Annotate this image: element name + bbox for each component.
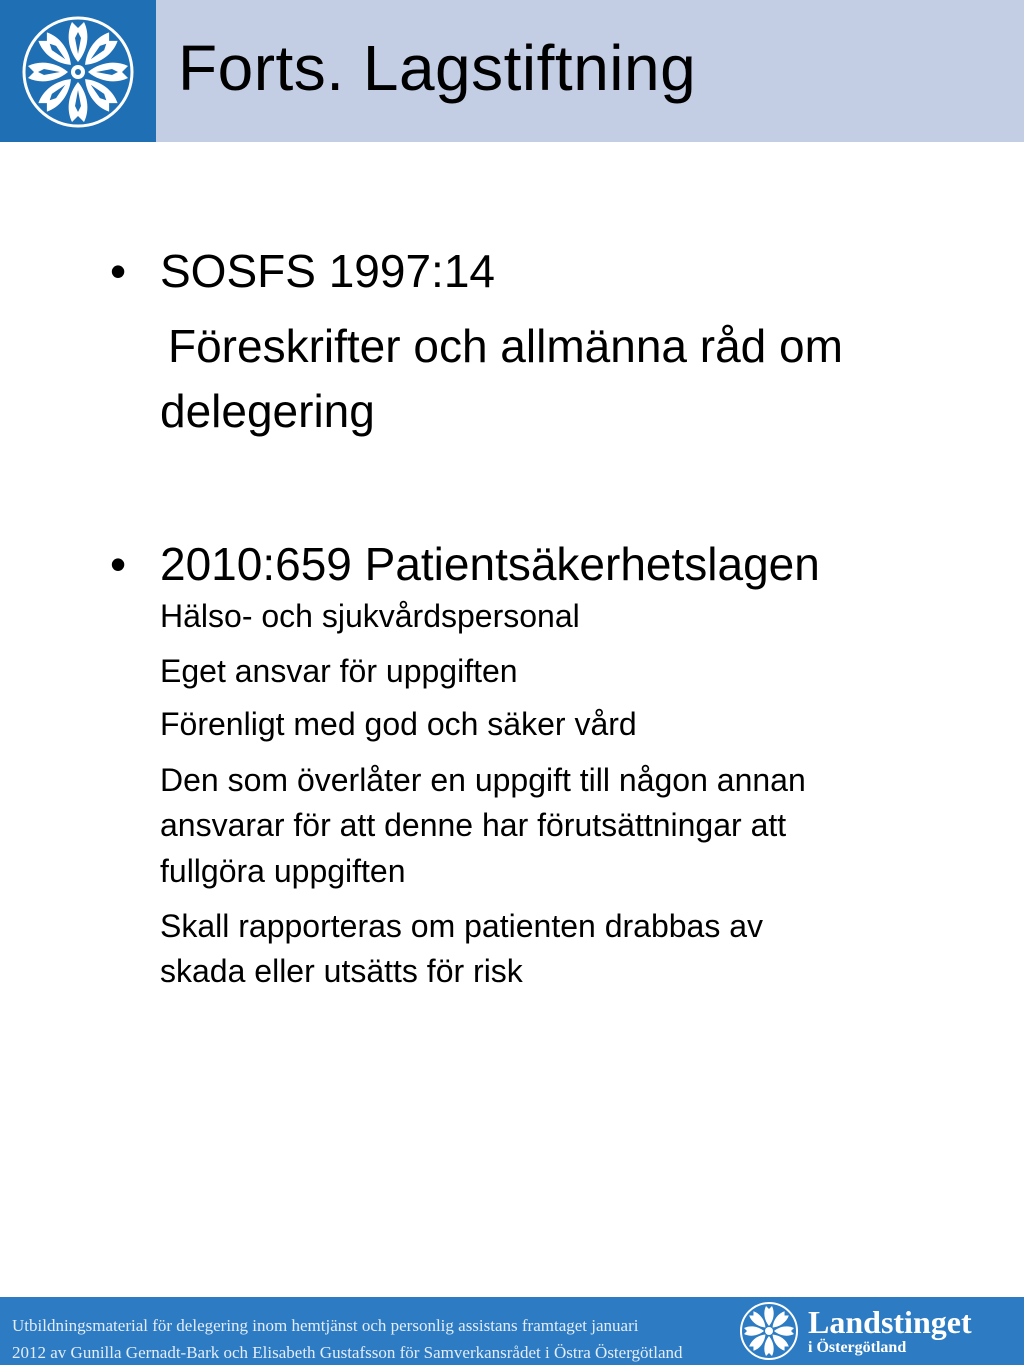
- brand-name: Landstinget: [808, 1304, 972, 1340]
- bullet-heading: 2010:659 Patientsäkerhetslagen: [160, 538, 820, 590]
- bullet-marker: •: [110, 245, 127, 297]
- footer-credit-line-1: Utbildningsmaterial för delegering inom hemtjänst och personlig assistans framtaget januari: [12, 1316, 639, 1335]
- flower-logo-icon: [738, 1301, 800, 1361]
- sub-text-line: skada eller utsätts för risk: [160, 953, 523, 989]
- logo-panel: [0, 0, 156, 142]
- sub-text-line: Eget ansvar för uppgiften: [160, 653, 518, 689]
- sub-text-line: Förenligt med god och säker vård: [160, 706, 637, 742]
- slide-header: [0, 0, 1024, 142]
- slide-title: Forts. Lagstiftning: [178, 32, 697, 104]
- sub-text-line: ansvarar för att denne har förutsättningar att: [160, 807, 787, 843]
- sub-text-line: fullgöra uppgiften: [160, 853, 406, 889]
- sub-text-line: Hälso- och sjukvårdspersonal: [160, 598, 580, 634]
- sub-text-line: Skall rapporteras om patienten drabbas av: [160, 908, 764, 944]
- brand-subtitle: i Östergötland: [808, 1339, 907, 1356]
- bullet-heading: SOSFS 1997:14: [160, 245, 495, 297]
- footer-credit-line-2: 2012 av Gunilla Gernadt-Bark och Elisabeth Gustafsson för Samverkansrådet i Östra Östergötland: [12, 1343, 683, 1362]
- bullet-text-line: delegering: [160, 385, 375, 437]
- bullet-marker: •: [110, 538, 127, 590]
- bullet-text-line: Föreskrifter och allmänna råd om: [168, 320, 843, 372]
- flower-logo-icon: [20, 14, 136, 130]
- sub-text-line: Den som överlåter en uppgift till någon annan: [160, 762, 806, 798]
